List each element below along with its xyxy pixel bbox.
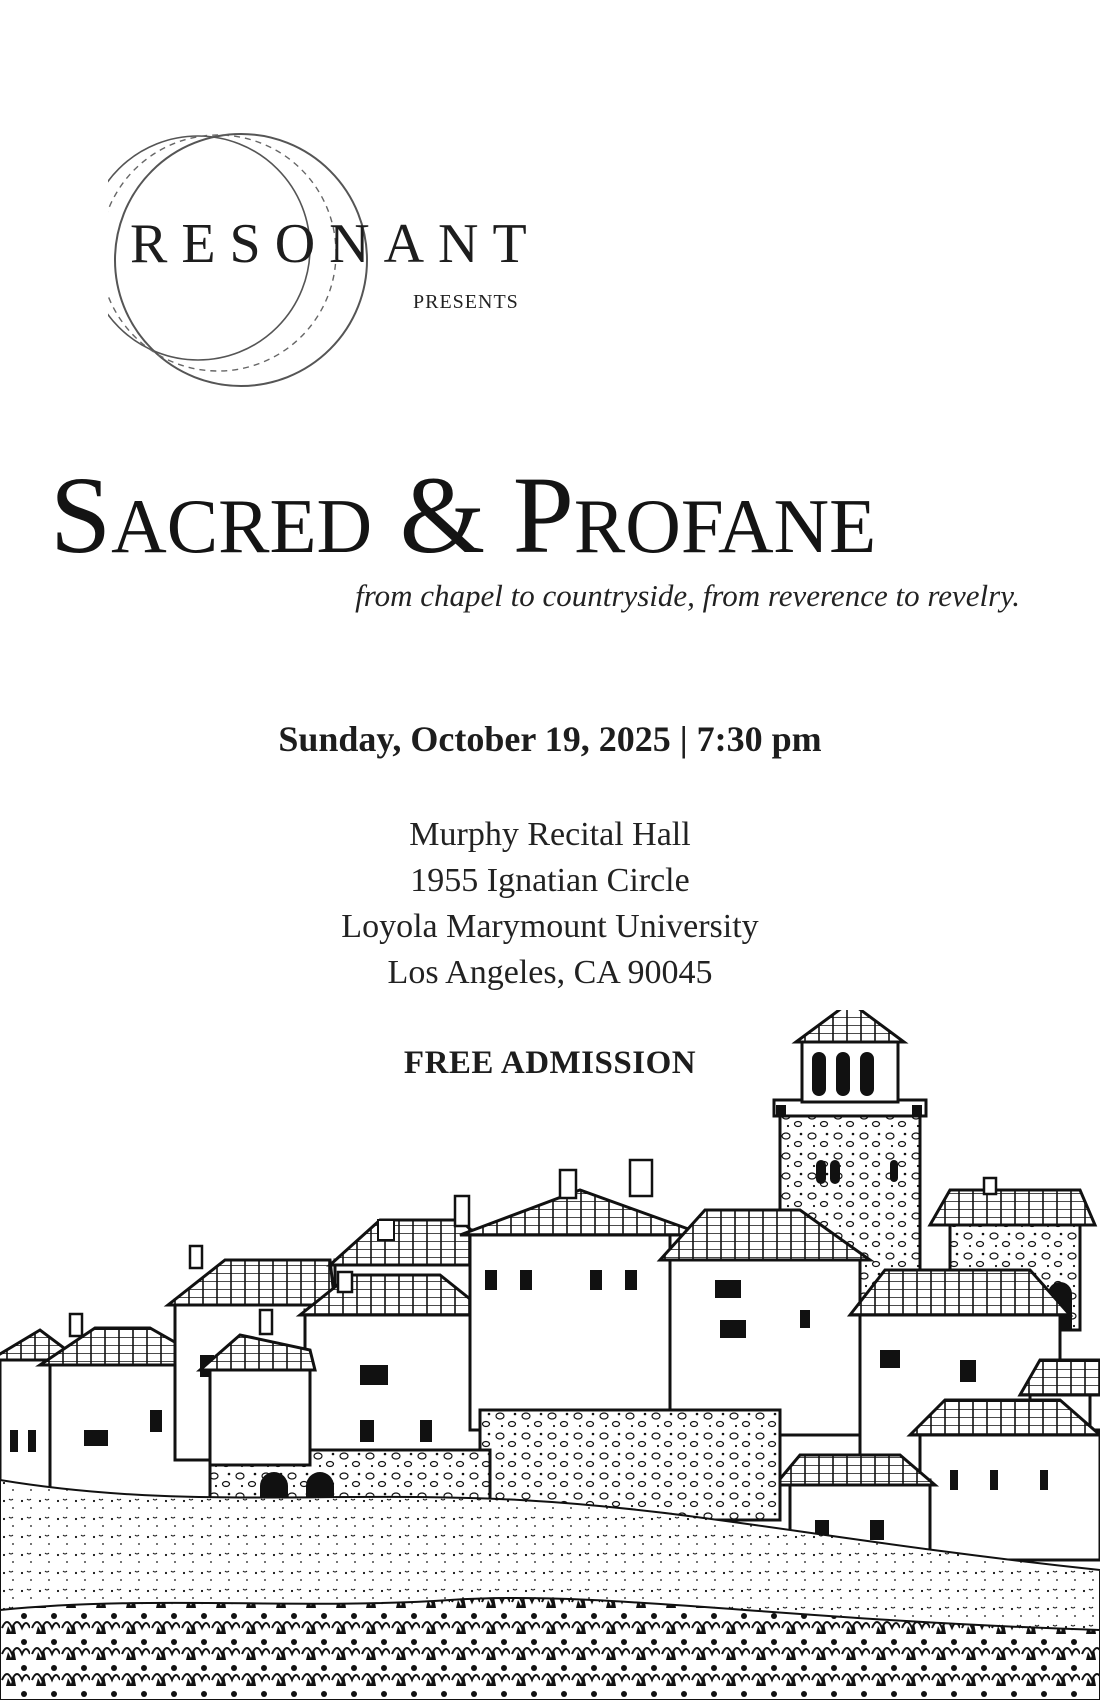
venue-institution: Loyola Marymount University — [341, 908, 759, 945]
village-drawing — [0, 1010, 1100, 1700]
date-time: Sunday, October 19, 2025 | 7:30 pm — [278, 719, 822, 759]
admission-note: FREE ADMISSION — [403, 1045, 697, 1081]
resonant-logo — [108, 133, 548, 393]
venue-street: 1955 Ignatian Circle — [410, 862, 690, 899]
logo-wordmark: RESONANT — [130, 213, 541, 275]
hilltop-village-illustration — [0, 1010, 1100, 1700]
concert-title: Sacred & Profane — [50, 454, 877, 576]
venue-city: Los Angeles, CA 90045 — [387, 954, 713, 991]
venue-block — [0, 812, 1100, 996]
venue-name: Murphy Recital Hall — [409, 816, 691, 853]
presents-label: PRESENTS — [413, 291, 519, 313]
concert-subtitle: from chapel to countryside, from reverence to revelry. — [355, 578, 1020, 613]
